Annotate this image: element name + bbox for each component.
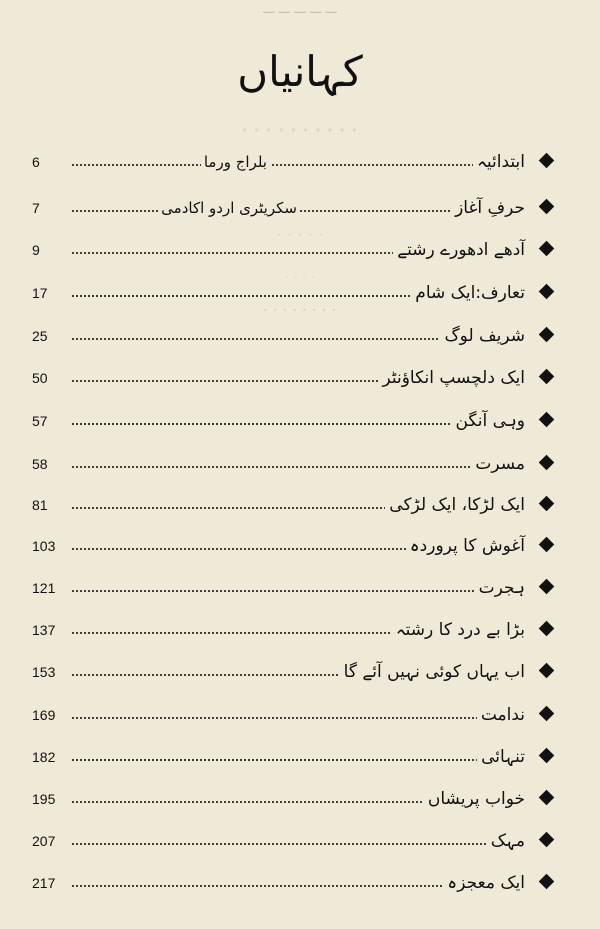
dot-leader bbox=[72, 590, 522, 592]
toc-title: ایک لڑکا، ایک لڑکی bbox=[385, 490, 525, 520]
diamond-bullet-icon bbox=[539, 537, 555, 553]
toc-page-number: 182 bbox=[32, 749, 56, 765]
toc-entry[interactable] bbox=[0, 449, 600, 481]
toc-title: بڑا بے درد کا رشتہ bbox=[392, 615, 525, 645]
diamond-bullet-icon bbox=[539, 748, 555, 764]
toc-entry[interactable] bbox=[0, 147, 600, 179]
diamond-bullet-icon bbox=[539, 199, 555, 215]
bleed-through-text: · · · · bbox=[284, 268, 316, 284]
toc-title: ابتدائیہ bbox=[473, 147, 525, 177]
bleed-through-text: · · · · · · · · bbox=[263, 302, 337, 319]
toc-title: ندامت bbox=[477, 700, 525, 730]
toc-entry[interactable] bbox=[0, 321, 600, 353]
toc-page-number: 195 bbox=[32, 791, 56, 807]
toc-entry[interactable] bbox=[0, 868, 600, 900]
toc-page-number: 17 bbox=[32, 285, 48, 301]
toc-title: ہجرت bbox=[475, 573, 525, 603]
diamond-bullet-icon bbox=[539, 412, 555, 428]
toc-title: مسرت bbox=[471, 449, 525, 479]
diamond-bullet-icon bbox=[539, 706, 555, 722]
diamond-bullet-icon bbox=[539, 369, 555, 385]
toc-entry[interactable] bbox=[0, 615, 600, 647]
toc-entry[interactable] bbox=[0, 531, 600, 563]
toc-title: مہک bbox=[487, 826, 525, 856]
toc-page-number: 58 bbox=[32, 456, 48, 472]
diamond-bullet-icon bbox=[539, 621, 555, 637]
toc-title: ایک معجزہ bbox=[443, 868, 525, 898]
dot-leader bbox=[72, 466, 522, 468]
toc-page-number: 7 bbox=[32, 200, 40, 216]
toc-page-number: 121 bbox=[32, 580, 56, 596]
diamond-bullet-icon bbox=[539, 663, 555, 679]
toc-title: حرفِ آغاز bbox=[451, 193, 525, 223]
toc-entry[interactable] bbox=[0, 826, 600, 858]
diamond-bullet-icon bbox=[539, 874, 555, 890]
bleed-through-header: ـــ ـــ ـــ ـــ ـــ bbox=[263, 2, 337, 17]
dot-leader bbox=[72, 759, 522, 761]
toc-title: آدھے ادھورے رشتے bbox=[393, 235, 525, 265]
toc-page-number: 207 bbox=[32, 833, 56, 849]
dot-leader bbox=[72, 717, 522, 719]
toc-author: بلراج ورما bbox=[201, 147, 270, 177]
toc-author: سکریٹری اردو اکادمی bbox=[158, 193, 300, 223]
dot-leader bbox=[72, 843, 522, 845]
diamond-bullet-icon bbox=[539, 832, 555, 848]
toc-page-number: 153 bbox=[32, 664, 56, 680]
toc-title: خواب پریشاں bbox=[424, 784, 525, 814]
toc-page-number: 217 bbox=[32, 875, 56, 891]
toc-entry[interactable] bbox=[0, 700, 600, 732]
toc-page-number: 6 bbox=[32, 154, 40, 170]
bleed-through-text: · · · · · bbox=[276, 224, 324, 243]
toc-entry[interactable] bbox=[0, 490, 600, 522]
toc-title: اب یہاں کوئی نہیں آئے گا bbox=[340, 657, 525, 687]
toc-page-number: 169 bbox=[32, 707, 56, 723]
toc-entry[interactable] bbox=[0, 363, 600, 395]
toc-page-number: 137 bbox=[32, 622, 56, 638]
diamond-bullet-icon bbox=[539, 327, 555, 343]
toc-entry[interactable] bbox=[0, 657, 600, 689]
toc-entry[interactable] bbox=[0, 193, 600, 225]
diamond-bullet-icon bbox=[539, 496, 555, 512]
diamond-bullet-icon bbox=[539, 579, 555, 595]
toc-entry[interactable] bbox=[0, 406, 600, 438]
bleed-through-text: · · · · · · · · · · bbox=[241, 120, 359, 142]
diamond-bullet-icon bbox=[539, 241, 555, 257]
toc-page-number: 103 bbox=[32, 538, 56, 554]
toc-title: تعارف:ایک شام bbox=[411, 278, 525, 308]
toc-page-number: 50 bbox=[32, 370, 48, 386]
toc-entry[interactable] bbox=[0, 784, 600, 816]
toc-title: شریف لوگ bbox=[440, 321, 525, 351]
diamond-bullet-icon bbox=[539, 284, 555, 300]
toc-title: وہی آنگن bbox=[451, 406, 525, 436]
page-title: کہانیاں bbox=[237, 47, 363, 96]
toc-title: ایک دلچسپ انکاؤنٹر bbox=[378, 363, 525, 393]
toc-page-number: 81 bbox=[32, 497, 48, 513]
dot-leader bbox=[72, 164, 522, 166]
toc-entry[interactable] bbox=[0, 235, 600, 267]
toc-title: تنہائی bbox=[477, 742, 525, 772]
diamond-bullet-icon bbox=[539, 153, 555, 169]
toc-page-number: 9 bbox=[32, 242, 40, 258]
toc-entry[interactable] bbox=[0, 278, 600, 310]
diamond-bullet-icon bbox=[539, 790, 555, 806]
toc-entry[interactable] bbox=[0, 573, 600, 605]
toc-title: آغوش کا پروردہ bbox=[406, 531, 525, 561]
diamond-bullet-icon bbox=[539, 455, 555, 471]
toc-page-number: 25 bbox=[32, 328, 48, 344]
toc-page-number: 57 bbox=[32, 413, 48, 429]
toc-entry[interactable] bbox=[0, 742, 600, 774]
